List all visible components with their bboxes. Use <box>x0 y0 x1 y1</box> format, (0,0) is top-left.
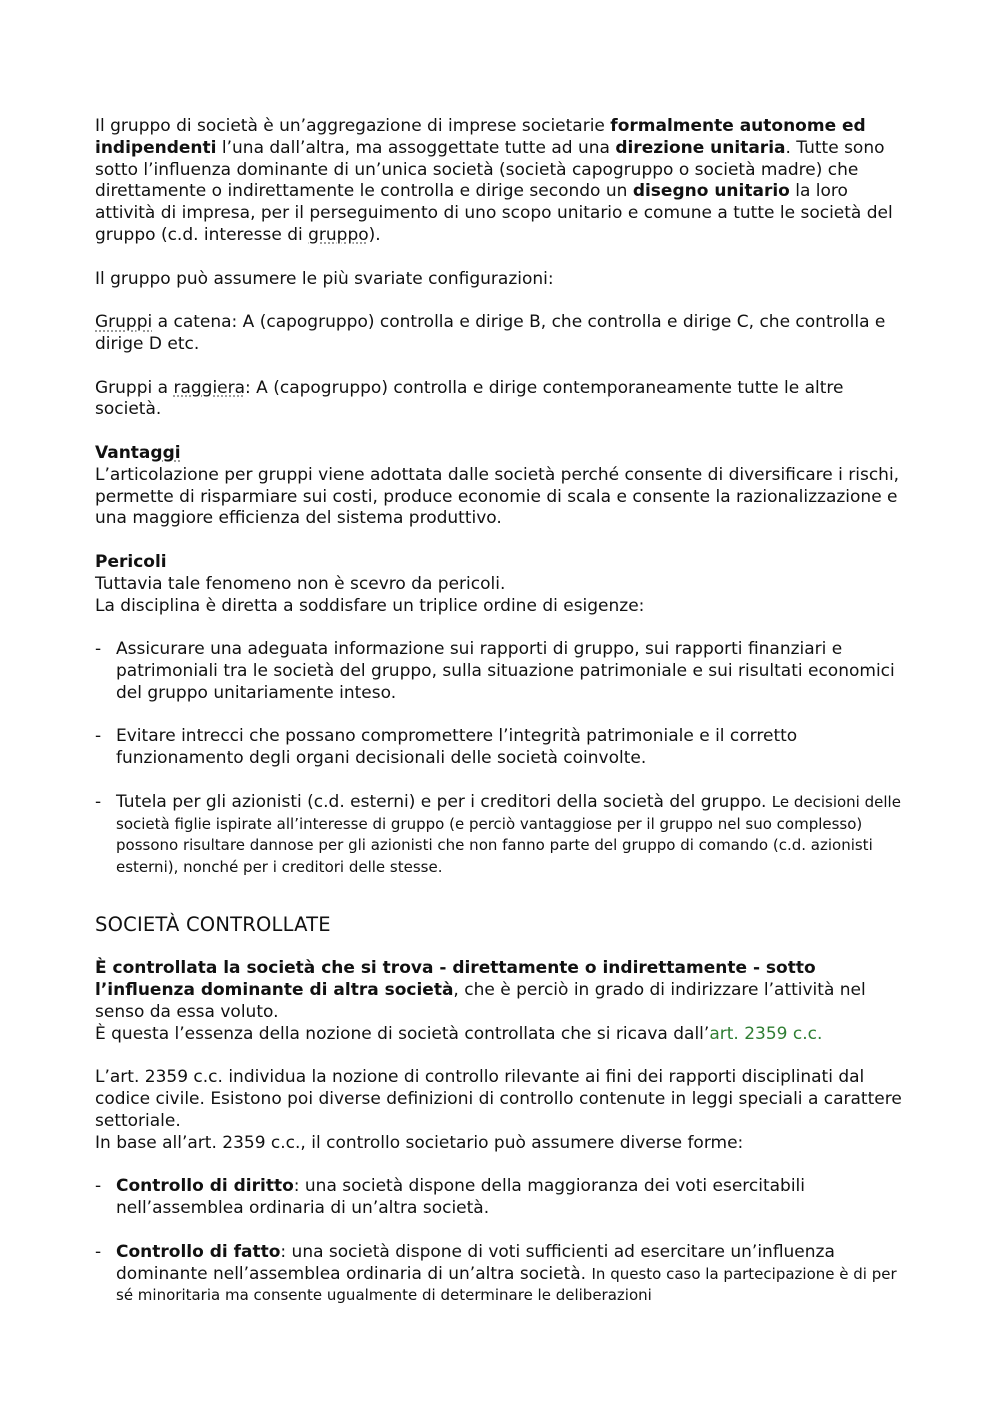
esigenze-list <box>95 639 910 704</box>
esigenze-list <box>95 726 910 770</box>
pericoli-heading: Pericoli <box>95 551 167 572</box>
pericoli-line-2: La disciplina è diretta a soddisfare un triplice ordine di esigenze: <box>95 595 645 616</box>
section-title-controllate: SOCIETÀ CONTROLLATE <box>95 912 331 936</box>
pericoli-line-1: Tuttavia tale fenomeno non è scevro da pericoli. <box>95 573 506 594</box>
document-body <box>95 116 910 1307</box>
bold-term: direzione unitaria <box>615 137 786 158</box>
list-item: - Controllo di fatto: una società dispone di voti sufficienti ad esercitare un’influenza dominante nell’assemblea ordinaria di un’altra società. In questo caso la partecipazione è di per sé minoritaria ma consente ugualmente di determinare le deliberazioni <box>95 1242 910 1307</box>
controllate-definition: È controllata la società che si trova - direttamente o indirettamente - sotto l’influenza dominante di altra società, che è perciò in grado di indirizzare l’attività nel senso da essa voluto. <box>95 958 866 1023</box>
esigenze-list <box>95 792 910 879</box>
bold-term: disegno unitario <box>632 181 790 202</box>
controllate-essenza: È questa l’essenza della nozione di società controllata che si ricava dall’art. 2359 c.c. <box>95 1023 823 1044</box>
controllate-paragraph-2: L’art. 2359 c.c. individua la nozione di controllo rilevante ai fini dei rapporti disciplinati dal codice civile. Esistono poi diverse definizioni di controllo contenute in leggi speciali a carattere settoriale. <box>95 1067 902 1132</box>
list-item: - Evitare intrecci che possano compromettere l’integrità patrimoniale e il corretto funzionamento degli organi decisionali delle società coinvolte. <box>95 726 910 770</box>
gruppi-catena-paragraph: Gruppi a catena: A (capogruppo) controlla e dirige B, che controlla e dirige C, che controlla e dirige D etc. <box>95 312 886 354</box>
configurazioni-paragraph: Il gruppo può assumere le più svariate configurazioni: <box>95 268 554 289</box>
forme-list <box>95 1242 910 1307</box>
list-item: - Assicurare una adeguata informazione sui rapporti di gruppo, sui rapporti finanziari e patrimoniali tra le società del gruppo, sulla situazione patrimoniale e sui risultati economici del gruppo unitariamente inteso. <box>95 639 910 704</box>
gruppi-raggiera-paragraph: Gruppi a raggiera: A (capogruppo) controlla e dirige contemporaneamente tutte le altre società. <box>95 377 844 420</box>
bold-term: formalmente autonome ed indipendenti <box>95 116 866 158</box>
list-item: - Tutela per gli azionisti (c.d. esterni) e per i creditori della società del gruppo. Le decisioni delle società figlie ispirate all’interesse di gruppo (e perciò vantaggiose per il gruppo nel suo complesso) possono risultare dannose per gli azionisti che non fanno parte del gruppo di comando (c.d. azionisti esterni), nonché per i creditori delle stesse. <box>95 792 910 879</box>
vantaggi-heading: Vantaggi <box>95 442 181 463</box>
intro-paragraph: Il gruppo di società è un’aggregazione di imprese societarie formalmente autonome ed indipendenti l’una dall’altra, ma assoggettate tutte ad una direzione unitaria. Tutte sono sotto l’influenza dominante di un’unica società (società capogruppo o società madre) che direttamente o indirettamente le controlla e dirige secondo un disegno unitario la loro attività di impresa, per il perseguimento di uno scopo unitario e comune a tutte le società del gruppo (c.d. interesse di gruppo). <box>95 116 893 245</box>
list-item-note: In questo caso la partecipazione è di per sé minoritaria ma consente ugualmente di determinare le deliberazioni <box>116 1264 897 1305</box>
list-item: - Controllo di diritto: una società dispone della maggioranza dei voti esercitabili nell’assemblea ordinaria di un’altra società. <box>95 1176 910 1220</box>
forme-list <box>95 1176 910 1220</box>
vantaggi-paragraph: L’articolazione per gruppi viene adottata dalle società perché consente di diversificare i rischi, permette di risparmiare sui costi, produce economie di scala e consente la razionalizzazione e una maggiore efficienza del sistema produttivo. <box>95 464 900 529</box>
controllate-paragraph-3: In base all’art. 2359 c.c., il controllo societario può assumere diverse forme: <box>95 1132 744 1153</box>
art-2359-link[interactable]: art. 2359 c.c. <box>709 1023 823 1044</box>
list-item-note: Le decisioni delle società figlie ispirate all’interesse di gruppo (e perciò vantaggiose per il gruppo nel suo complesso) possono risultare dannose per gli azionisti che non fanno parte del gruppo di comando (c.d. azionisti esterni), nonché per i creditori delle stesse. <box>116 792 901 877</box>
